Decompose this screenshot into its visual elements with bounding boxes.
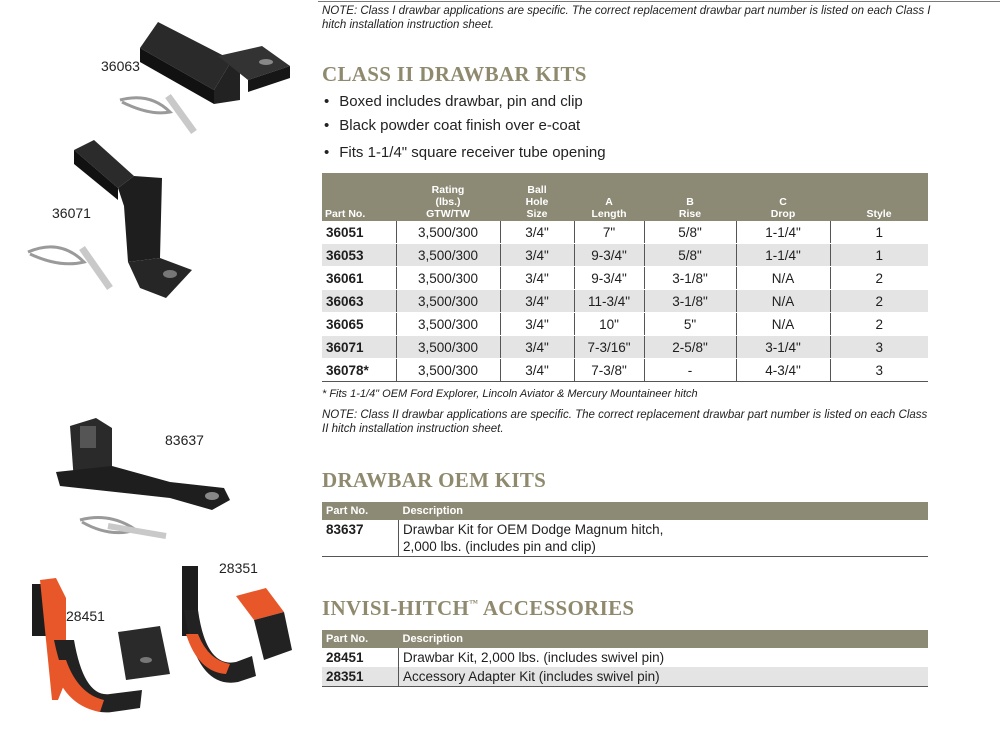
product-label-36071: 36071 (52, 205, 91, 221)
table-header-row (322, 502, 928, 520)
col-ball-hole-size: Ball Hole Size (500, 173, 574, 221)
product-illustrations (0, 0, 320, 746)
drawbar-28451-image (32, 578, 170, 712)
pin-clip-36071-image (28, 247, 110, 288)
feature-item: • Black powder coat finish over e-coat (322, 116, 606, 140)
table-header-row (322, 173, 928, 221)
col-rise: B Rise (644, 173, 736, 221)
table-row: 36071 3,500/300 3/4" 7-3/16" 2-5/8" 3-1/4" 3 (322, 336, 928, 359)
table-row: 36078* 3,500/300 3/4" 7-3/8" - 4-3/4" 3 (322, 359, 928, 382)
pin-clip-36063-image (120, 96, 194, 132)
col-style: Style (830, 173, 928, 221)
class2-note: NOTE: Class II drawbar applications are specific. The correct replacement drawbar part number is listed on each Class II hitch installation instruction sheet. (322, 409, 928, 435)
col-length: A Length (574, 173, 644, 221)
trademark-symbol: ™ (469, 598, 479, 608)
class1-note: NOTE: Class I drawbar applications are specific. The correct replacement drawbar part number is listed on each Class I hitch installation instruction sheet. (322, 5, 931, 31)
table-row: 36051 3,500/300 3/4" 7" 5/8" 1-1/4" 1 (322, 221, 928, 244)
table-row: 83637 Drawbar Kit for OEM Dodge Magnum hitch, 2,000 lbs. (includes pin and clip) (322, 520, 928, 557)
invisi-title: INVISI-HITCH™ ACCESSORIES (322, 596, 635, 620)
col-description: Description (399, 630, 929, 648)
class2-title: CLASS II DRAWBAR KITS (322, 62, 587, 86)
product-label-28351: 28351 (219, 560, 258, 576)
invisi-accessory-table (322, 630, 928, 687)
class2-feature-list (322, 92, 606, 167)
top-rule (318, 1, 1000, 2)
col-description: Description (399, 502, 929, 520)
col-rating: Rating (lbs.) GTW/TW (396, 173, 500, 221)
product-label-28451: 28451 (66, 608, 105, 624)
pin-clip-83637-image (80, 518, 166, 536)
drawbar-36071-image (74, 140, 192, 298)
product-label-83637: 83637 (165, 432, 204, 448)
col-drop: C Drop (736, 173, 830, 221)
col-part-no: Part No. (322, 173, 396, 221)
col-part-no: Part No. (322, 630, 399, 648)
feature-item: • Fits 1-1/4" square receiver tube opening (322, 143, 606, 167)
class2-footnote: * Fits 1-1/4" OEM Ford Explorer, Lincoln Aviator & Mercury Mountaineer hitch (322, 388, 698, 400)
table-header-row (322, 630, 928, 648)
table-row: 36065 3,500/300 3/4" 10" 5" N/A 2 (322, 313, 928, 336)
table-row: 36061 3,500/300 3/4" 9-3/4" 3-1/8" N/A 2 (322, 267, 928, 290)
table-row: 36053 3,500/300 3/4" 9-3/4" 5/8" 1-1/4" 1 (322, 244, 928, 267)
drawbar-36063-image (140, 22, 290, 104)
class2-spec-table (322, 173, 928, 382)
feature-item: • Boxed includes drawbar, pin and clip (322, 92, 606, 116)
table-row: 28351 Accessory Adapter Kit (includes swivel pin) (322, 667, 928, 687)
oem-kit-table (322, 502, 928, 557)
product-label-36063: 36063 (101, 58, 140, 74)
table-row: 36063 3,500/300 3/4" 11-3/4" 3-1/8" N/A 2 (322, 290, 928, 313)
drawbar-28351-image (182, 566, 292, 683)
table-row: 28451 Drawbar Kit, 2,000 lbs. (includes swivel pin) (322, 648, 928, 667)
oem-title: DRAWBAR OEM KITS (322, 468, 547, 492)
col-part-no: Part No. (322, 502, 399, 520)
